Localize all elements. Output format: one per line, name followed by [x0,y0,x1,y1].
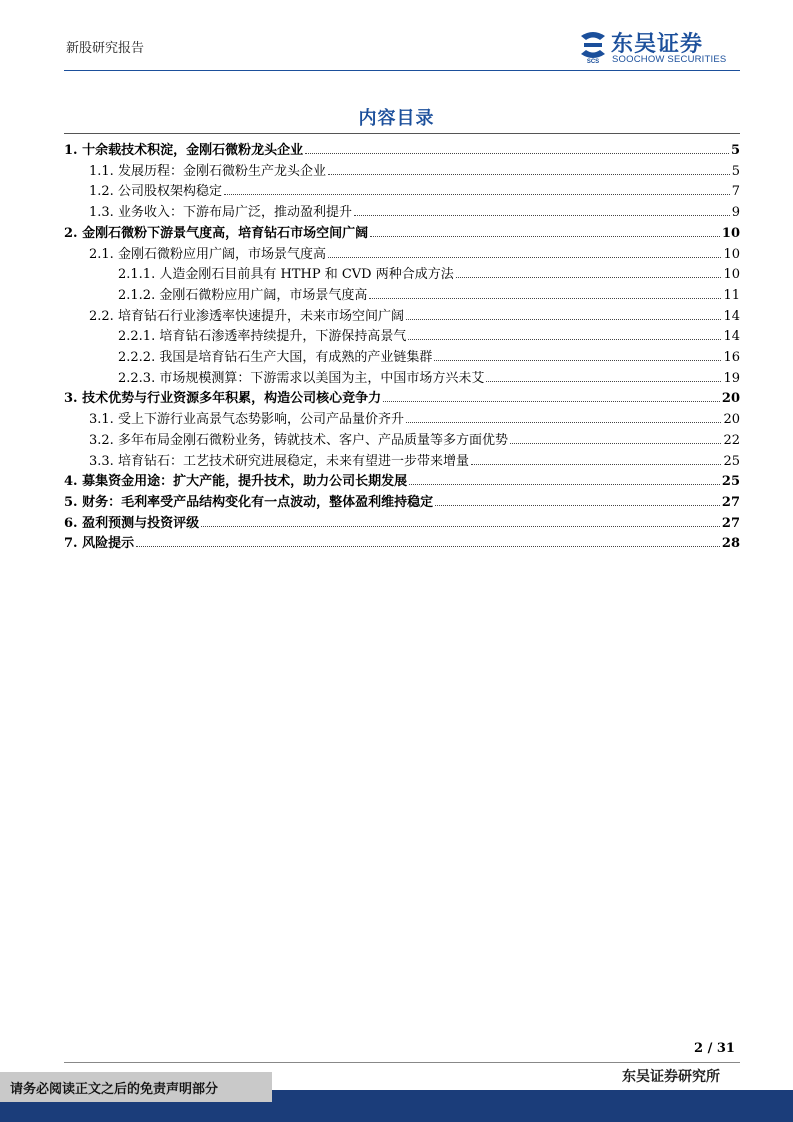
toc-entry-page: 20 [723,412,740,428]
toc-entry[interactable] [89,159,740,179]
toc-entry-page: 14 [723,329,740,345]
toc-entry-label: 7. 风险提示 [64,536,135,552]
toc-entry-label: 6. 盈利预测与投资评级 [64,515,200,531]
toc-entry[interactable] [89,449,740,469]
toc-entry[interactable] [89,428,740,448]
toc-leader-dots [354,215,730,216]
logo-mark-text: SCS [586,59,600,64]
toc-entry-page: 5 [731,163,740,179]
toc-entry[interactable] [118,366,740,386]
toc-entry-label: 5. 财务：毛利率受产品结构变化有一点波动，整体盈利维持稳定 [64,494,434,510]
toc-entry-page: 16 [723,350,740,365]
toc-leader-dots [456,277,722,278]
toc-leader-dots [383,401,720,402]
toc-leader-dots [328,174,730,175]
toc-entry[interactable] [64,490,740,510]
toc-entry-page: 9 [731,205,740,221]
report-type-label: 新股研究报告 [66,41,145,56]
toc-entry[interactable] [89,304,740,324]
toc-entry-label: 2.1.1. 人造金刚石目前具有 HTHP 和 CVD 两种合成方法 [118,267,454,283]
toc-leader-dots [305,153,729,154]
toc-entry-label: 3.1. 受上下游行业高景气态势影响，公司产品量价齐升 [89,412,404,428]
toc-divider [64,133,740,134]
toc-leader-dots [328,257,722,258]
page-number: 2 / 31 [694,1041,735,1056]
toc-entry-page: 5 [730,143,740,158]
toc-leader-dots [435,505,720,506]
toc-entry-label: 3. 技术优势与行业资源多年积累，构造公司核心竞争力 [64,391,382,407]
toc-entry-page: 10 [721,225,740,241]
toc-leader-dots [471,464,722,465]
toc-entry-label: 1.1. 发展历程：金刚石微粉生产龙头企业 [89,163,326,179]
toc-entry-page: 27 [721,494,740,510]
toc-leader-dots [369,298,721,299]
toc-leader-dots [406,422,722,423]
disclaimer-notice: 请务必阅读正文之后的免责声明部分 [10,1082,219,1097]
toc-entry-label: 2.2.1. 培育钻石渗透率持续提升，下游保持高景气 [118,329,407,345]
toc-entry[interactable] [64,386,740,406]
footer-divider [64,1062,740,1063]
toc-entry-page: 20 [721,391,740,407]
toc-entry[interactable] [64,138,740,158]
toc-entry-page: 25 [723,453,740,469]
toc-entry[interactable] [118,283,740,303]
toc-leader-dots [408,339,721,340]
toc-entry-label: 4. 募集资金用途：扩大产能，提升技术，助力公司长期发展 [64,474,408,490]
logo-name-en: SOOCHOW SECURITIES [612,54,727,65]
toc-leader-dots [434,360,721,361]
toc-entry[interactable] [89,242,740,262]
toc-leader-dots [510,443,722,444]
footer-organization: 东吴证券研究所 [622,1069,720,1085]
toc-entry-page: 10 [723,267,740,283]
toc-entry[interactable] [64,511,740,531]
toc-entry-page: 25 [721,474,740,490]
toc-entry-label: 1.3. 业务收入：下游布局广泛，推动盈利提升 [89,205,352,221]
toc-entry[interactable] [64,221,740,241]
toc-entry-label: 2.2. 培育钻石行业渗透率快速提升，未来市场空间广阔 [89,308,404,324]
toc-title: 内容目录 [358,108,435,129]
toc-entry-label: 1.2. 公司股权架构稳定 [89,184,222,200]
toc-entry-page: 19 [723,370,740,386]
toc-entry-page: 28 [721,536,740,552]
toc-leader-dots [409,484,720,485]
toc-entry[interactable] [118,345,740,365]
toc-entry-label: 2.1.2. 金刚石微粉应用广阔，市场景气度高 [118,287,368,303]
toc-entry[interactable] [89,179,740,199]
toc-entry-page: 10 [723,246,740,262]
toc-entry-page: 27 [721,515,740,531]
toc-entry[interactable] [118,324,740,344]
toc-entry[interactable] [64,469,740,489]
toc-entry[interactable] [89,200,740,220]
toc-entry-page: 14 [723,308,740,324]
toc-entry-label: 2.2.3. 市场规模测算：下游需求以美国为主，中国市场方兴未艾 [118,370,485,386]
toc-leader-dots [224,194,730,195]
toc-entry-label: 3.3. 培育钻石：工艺技术研究进展稳定，未来有望进一步带来增量 [89,453,469,469]
toc-entry[interactable] [64,531,740,551]
toc-leader-dots [486,381,721,382]
logo-name-cn: 东吴证券 [611,32,704,57]
toc-entry-page: 22 [723,432,740,448]
toc-leader-dots [201,526,720,527]
header-divider [64,70,740,71]
toc-entry-label: 2.1. 金刚石微粉应用广阔，市场景气度高 [89,246,326,262]
toc-entry-label: 2. 金刚石微粉下游景气度高，培育钻石市场空间广阔 [64,225,369,241]
soochow-logo-icon [578,30,608,64]
toc-entry-label: 2.2.2. 我国是培育钻石生产大国，有成熟的产业链集群 [118,350,433,365]
toc-leader-dots [370,236,720,237]
company-logo [578,30,738,66]
toc-entry-label: 3.2. 多年布局金刚石微粉业务，铸就技术、客户、产品质量等多方面优势 [89,432,508,448]
toc-entry[interactable] [118,262,740,282]
toc-entry-page: 7 [731,184,740,200]
toc-entry[interactable] [89,407,740,427]
toc-leader-dots [136,546,720,547]
toc-entry-page: 11 [723,287,740,303]
toc-leader-dots [406,319,722,320]
toc-entry-label: 1. 十余载技术积淀，金刚石微粉龙头企业 [64,143,304,158]
